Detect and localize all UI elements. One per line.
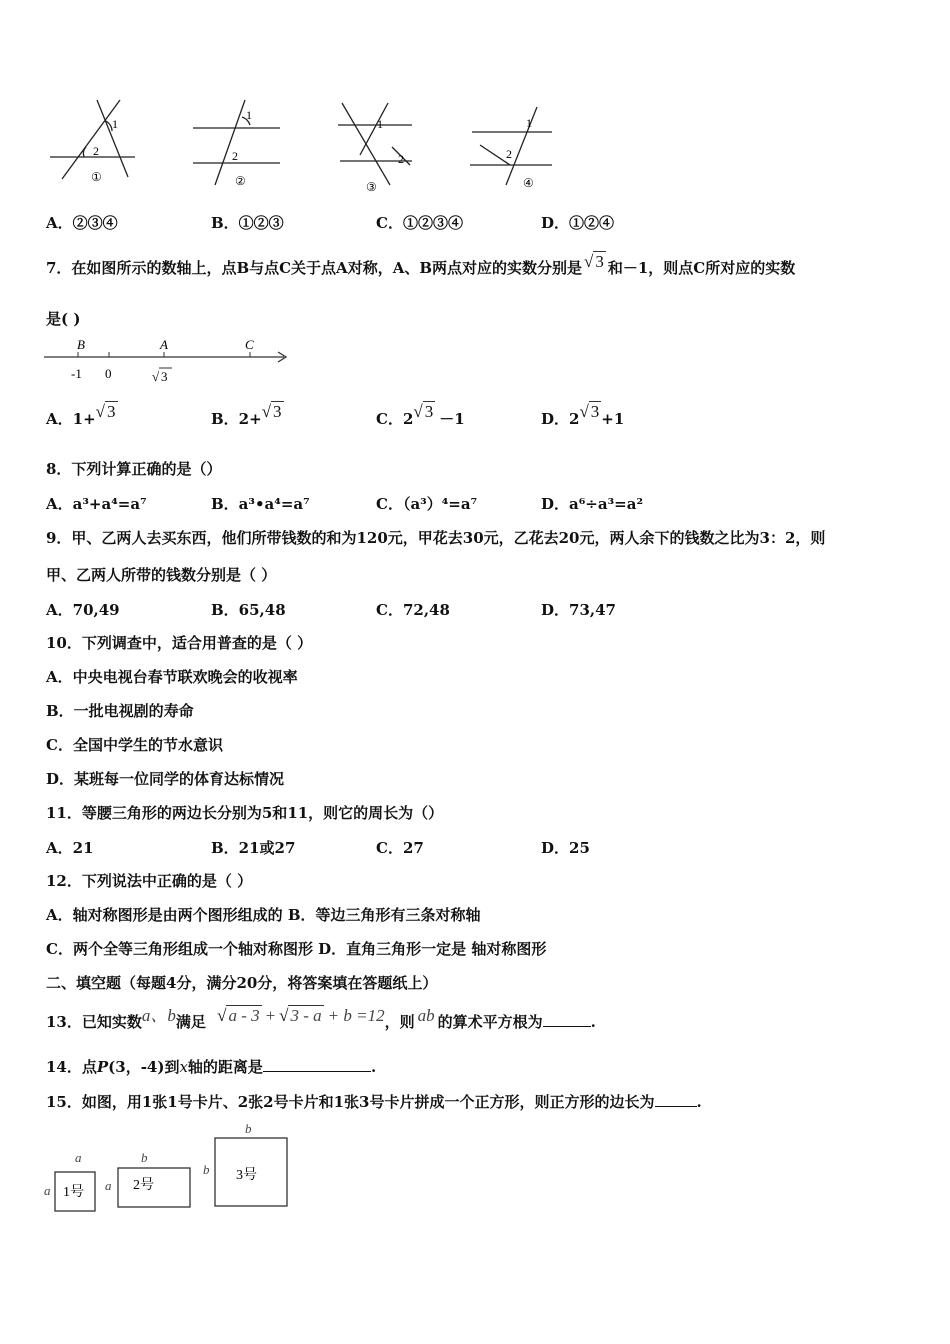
q9-option-b: B．65,48 bbox=[211, 601, 286, 619]
q14-answer-blank[interactable] bbox=[263, 1057, 371, 1072]
q7-option-c: C．2√ 3 －1 bbox=[376, 402, 465, 428]
q11-option-a: A．21 bbox=[46, 839, 94, 857]
card-3 bbox=[203, 1121, 287, 1206]
q14-question: 14．点P(3，-4)到x轴的距离是 . bbox=[46, 1058, 377, 1076]
q15-answer-blank[interactable] bbox=[655, 1092, 697, 1107]
q10-option-c: C．全国中学生的节水意识 bbox=[46, 736, 223, 754]
fig2-label: ② bbox=[235, 174, 246, 188]
q7-question bbox=[46, 252, 796, 278]
figure-3 bbox=[338, 103, 412, 185]
q7-option-a: A．1+√ 3 bbox=[46, 402, 116, 428]
axis-label-b: B bbox=[77, 337, 85, 352]
q9-option-a: A．70,49 bbox=[46, 601, 120, 619]
q13-root1: √ a - 3 bbox=[217, 1006, 260, 1025]
q11-option-b: B．21或27 bbox=[211, 839, 296, 857]
axis-tick-sqrt3: 3 bbox=[161, 369, 168, 384]
svg-text:b: b bbox=[141, 1150, 148, 1165]
q13-tail: + b =12 bbox=[327, 1006, 385, 1025]
q12-options-ab: A．轴对称图形是由两个图形组成的 B．等边三角形有三条对称轴 bbox=[46, 906, 481, 924]
fig4-label: ④ bbox=[523, 176, 534, 190]
q12-options-cd: C．两个全等三角形组成一个轴对称图形 D．直角三角形一定是 轴对称图形 bbox=[46, 940, 547, 958]
axis-tick-zero: 0 bbox=[105, 366, 112, 381]
q12-question: 12．下列说法中正确的是（ ） bbox=[46, 872, 253, 890]
q8-option-b: B．a³•a⁴=a⁷ bbox=[211, 495, 310, 513]
svg-text:a: a bbox=[75, 1150, 82, 1165]
q8-option-a: A．a³+a⁴=a⁷ bbox=[46, 495, 147, 513]
q10-question: 10．下列调查中，适合用普查的是（ ） bbox=[46, 634, 313, 652]
axis-tick-sqrt3-sign: √ bbox=[152, 369, 160, 384]
fig2-angle1: 1 bbox=[246, 108, 252, 122]
fig1-angle1: 1 bbox=[112, 117, 118, 131]
section-2-heading: 二、填空题（每题4分，满分20分，将答案填在答题纸上） bbox=[46, 974, 438, 992]
q6-option-c: C．①②③④ bbox=[376, 214, 463, 232]
svg-text:b: b bbox=[203, 1162, 210, 1177]
q10-option-d: D．某班每一位同学的体育达标情况 bbox=[46, 770, 285, 788]
q6-figures bbox=[40, 95, 580, 195]
axis-label-c: C bbox=[245, 337, 254, 352]
axis-label-a: A bbox=[160, 337, 168, 352]
svg-text:b: b bbox=[245, 1121, 252, 1136]
q7-text-c: 是( ) bbox=[46, 310, 81, 328]
q10-option-a: A．中央电视台春节联欢晚会的收视率 bbox=[46, 668, 298, 686]
q7-option-b: B．2+√ 3 bbox=[211, 402, 282, 428]
q13-ab: ab bbox=[417, 1006, 435, 1025]
q7-text-a: 7．在如图所示的数轴上，点B与点C关于点A对称，A、B两点对应的实数分别是 bbox=[46, 259, 583, 277]
axis-tick-minus1: -1 bbox=[71, 366, 82, 381]
q15-cards-figure bbox=[40, 1118, 300, 1218]
q13-root2: √ 3 - a bbox=[279, 1006, 322, 1025]
fig3-label: ③ bbox=[366, 180, 377, 194]
figure-4 bbox=[470, 107, 552, 185]
figure-1 bbox=[50, 100, 135, 179]
fig3-angle1: 1 bbox=[377, 117, 383, 131]
fig4-angle1: 1 bbox=[526, 116, 532, 130]
q11-option-d: D．25 bbox=[541, 839, 590, 857]
q13-vars: a、b bbox=[141, 1006, 176, 1025]
q7-option-d: D．2√ 3 +1 bbox=[541, 402, 625, 428]
q7-text-b: 和－1，则点C所对应的实数 bbox=[607, 259, 796, 277]
q9-option-d: D．73,47 bbox=[541, 601, 616, 619]
q15-question: 15．如图，用1张1号卡片、2张2号卡片和1张3号卡片拼成一个正方形，则正方形的边长为 . bbox=[46, 1093, 702, 1111]
figure-2 bbox=[193, 100, 280, 185]
q13-question: 13．已知实数a、b满足 √ a - 3 + √ 3 - a + b =12，则 ab 的算术平方根为 . bbox=[46, 1006, 596, 1031]
q8-option-c: C．（a³）⁴=a⁷ bbox=[376, 495, 478, 513]
card-1 bbox=[44, 1150, 95, 1211]
svg-text:3号: 3号 bbox=[236, 1168, 257, 1183]
svg-text:1号: 1号 bbox=[63, 1185, 84, 1200]
q10-option-b: B．一批电视剧的寿命 bbox=[46, 702, 194, 720]
q9-option-c: C．72,48 bbox=[376, 601, 450, 619]
fig1-label: ① bbox=[91, 170, 102, 184]
q8-question: 8．下列计算正确的是（） bbox=[46, 460, 222, 478]
fig1-angle2: 2 bbox=[93, 144, 99, 158]
q7-number-line bbox=[40, 335, 300, 390]
q9-line1: 9．甲、乙两人去买东西，他们所带钱数的和为120元，甲花去30元，乙花去20元，两人余下的钱数之比为3：2，则 bbox=[46, 529, 826, 547]
svg-text:a: a bbox=[44, 1183, 51, 1198]
q6-option-b: B．①②③ bbox=[211, 214, 284, 232]
q13-answer-blank[interactable] bbox=[543, 1012, 591, 1027]
q11-option-c: C．27 bbox=[376, 839, 424, 857]
q9-line2: 甲、乙两人所带的钱数分别是（ ） bbox=[46, 566, 277, 584]
fig3-angle2: 2 bbox=[398, 152, 404, 166]
q6-option-a: A．②③④ bbox=[46, 214, 118, 232]
q11-question: 11．等腰三角形的两边长分别为5和11，则它的周长为（） bbox=[46, 804, 444, 822]
q8-option-d: D．a⁶÷a³=a² bbox=[541, 495, 644, 513]
svg-text:2号: 2号 bbox=[133, 1178, 154, 1193]
fig2-angle2: 2 bbox=[232, 149, 238, 163]
fig4-angle2: 2 bbox=[506, 147, 512, 161]
q7-sqrt: √ 3 bbox=[584, 252, 604, 271]
q6-option-d: D．①②④ bbox=[541, 214, 615, 232]
card-2 bbox=[105, 1150, 190, 1207]
svg-text:a: a bbox=[105, 1178, 112, 1193]
